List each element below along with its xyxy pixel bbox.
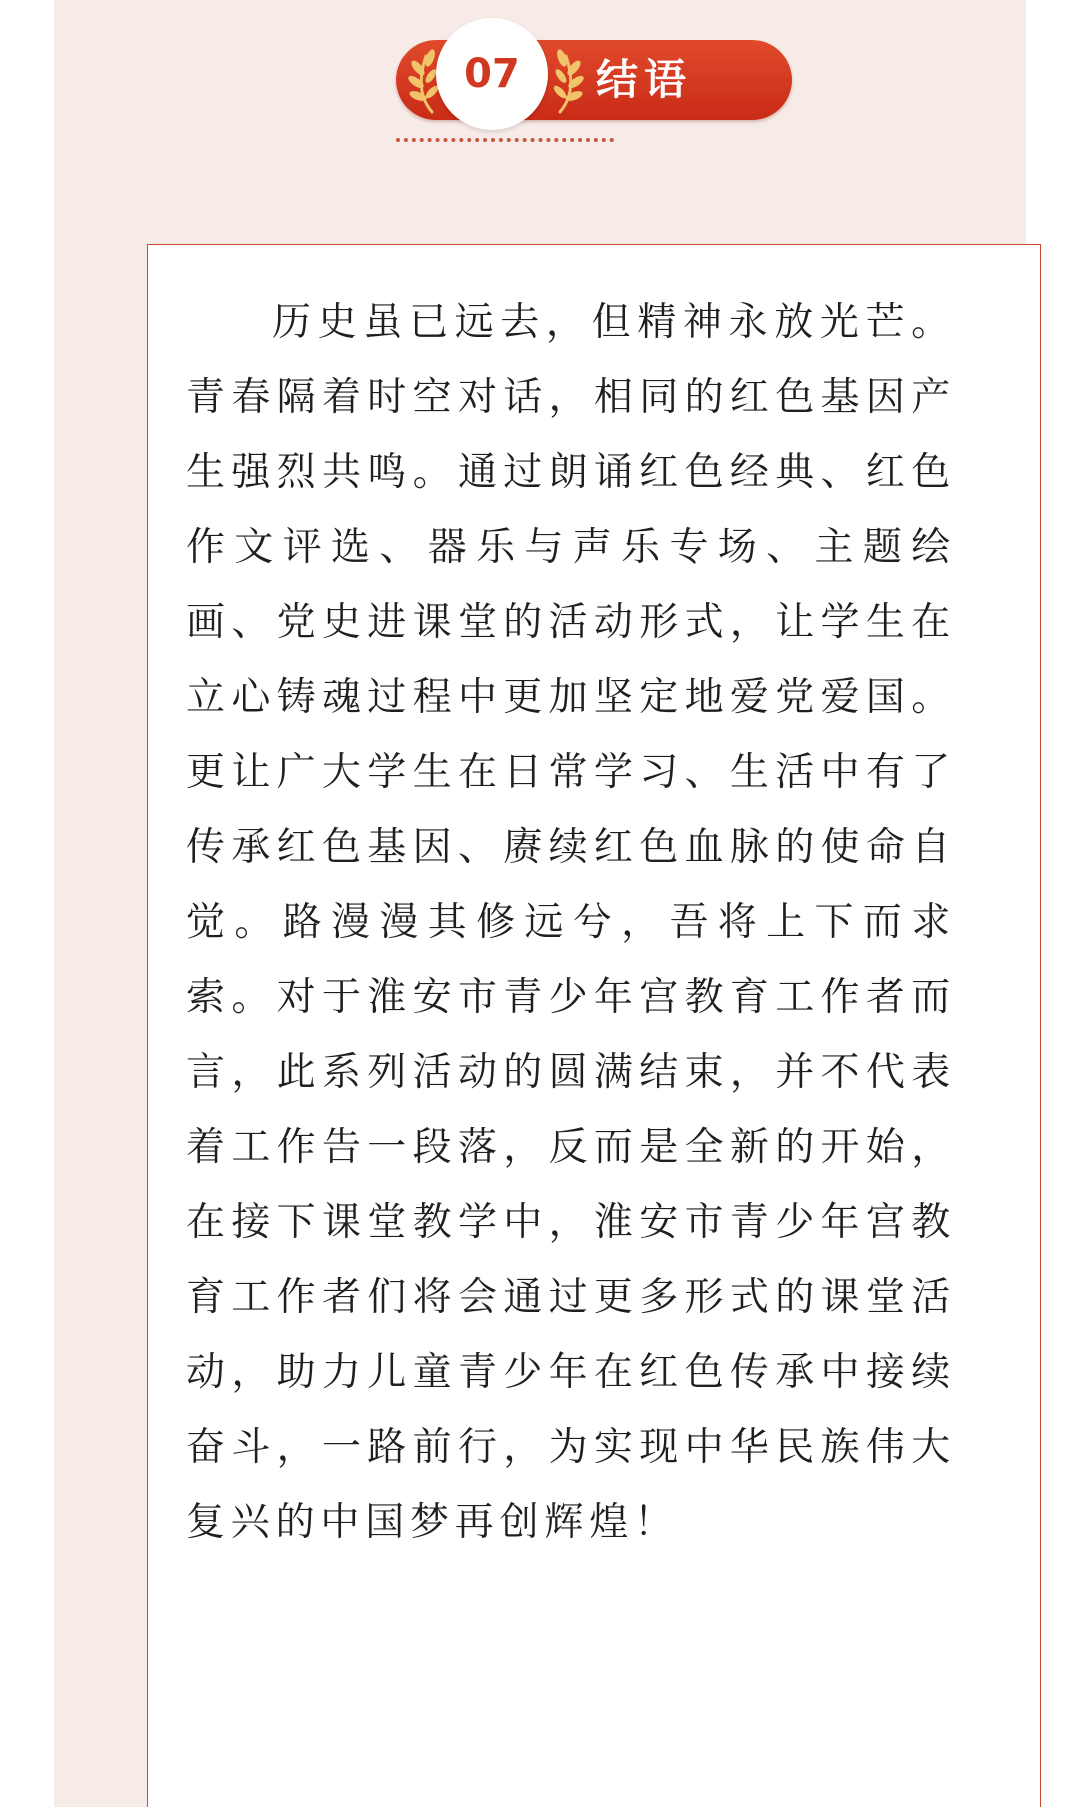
dotted-divider bbox=[396, 138, 614, 142]
section-number-badge bbox=[436, 18, 548, 130]
section-header bbox=[396, 18, 796, 148]
page-background-panel bbox=[54, 0, 1026, 1807]
content-card bbox=[147, 244, 1041, 1807]
section-title: 结语 bbox=[596, 55, 693, 104]
section-number: 07 bbox=[464, 51, 520, 97]
body-paragraph: 历史虽已远去，但精神永放光芒。青春隔着时空对话，相同的红色基因产生强烈共鸣。通过朗诵红色经典、红色作文评选、器乐与声乐专场、主题绘画、党史进课堂的活动形式，让学生在立心铸魂过程中更加坚定地爱党爱国。更让广大学生在日常学习、生活中有了传承红色基因、赓续红色血脉的使命自觉。路漫漫其修远兮，吾将上下而求索。对于淮安市青少年宫教育工作者而言，此系列活动的圆满结束，并不代表着工作告一段落，反而是全新的开始，在接下课堂教学中，淮安市青少年宫教育工作者们将会通过更多形式的课堂活动，助力儿童青少年在红色传承中接续奋斗，一路前行，为实现中华民族伟大复兴的中国梦再创辉煌！ bbox=[186, 300, 956, 1545]
laurel-icon bbox=[542, 46, 588, 116]
